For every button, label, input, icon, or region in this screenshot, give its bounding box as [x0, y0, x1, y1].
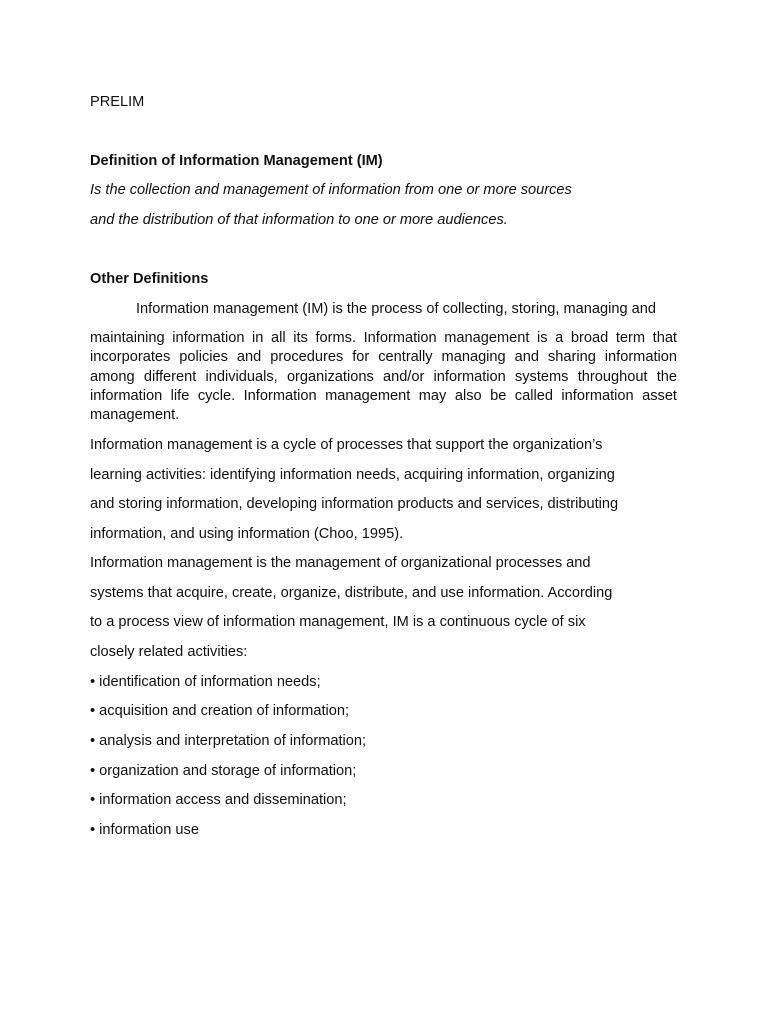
definition-heading: Definition of Information Management (IM) — [90, 153, 383, 169]
paragraph-line: learning activities: identifying information needs, acquiring information, organizing — [90, 467, 615, 483]
bullet-item: • information access and dissemination; — [90, 792, 347, 808]
paragraph-line: to a process view of information management, IM is a continuous cycle of six — [90, 614, 586, 630]
other-definitions-heading: Other Definitions — [90, 271, 209, 287]
paragraph-line: closely related activities: — [90, 644, 248, 660]
paragraph-line: and storing information, developing information products and services, distributing — [90, 496, 619, 512]
bullet-item: • identification of information needs; — [90, 674, 321, 690]
page-header: PRELIM — [90, 94, 145, 110]
paragraph-line: Information management is a cycle of processes that support the organization’s — [90, 437, 603, 453]
paragraph-line: information, and using information (Choo, 1995). — [90, 526, 404, 542]
justified-paragraph: maintaining information in all its forms. Information management is a broad term that incorporates policies and procedures for centrally managing and sharing information among different individuals, organizations and/or information systems throughout the information life cycle. Information management may also be called information asset management. — [90, 330, 677, 424]
bullet-item: • information use — [90, 822, 199, 838]
paragraph-line: systems that acquire, create, organize, distribute, and use information. According — [90, 585, 613, 601]
paragraph-first-line: Information management (IM) is the process of collecting, storing, managing and — [136, 301, 656, 317]
bullet-item: • organization and storage of information; — [90, 763, 357, 779]
bullet-item: • analysis and interpretation of information; — [90, 733, 367, 749]
paragraph-line: Information management is the management of organizational processes and — [90, 555, 591, 571]
definition-line: and the distribution of that information to one or more audiences. — [90, 212, 508, 228]
definition-line: Is the collection and management of information from one or more sources — [90, 182, 572, 198]
bullet-item: • acquisition and creation of information; — [90, 703, 350, 719]
